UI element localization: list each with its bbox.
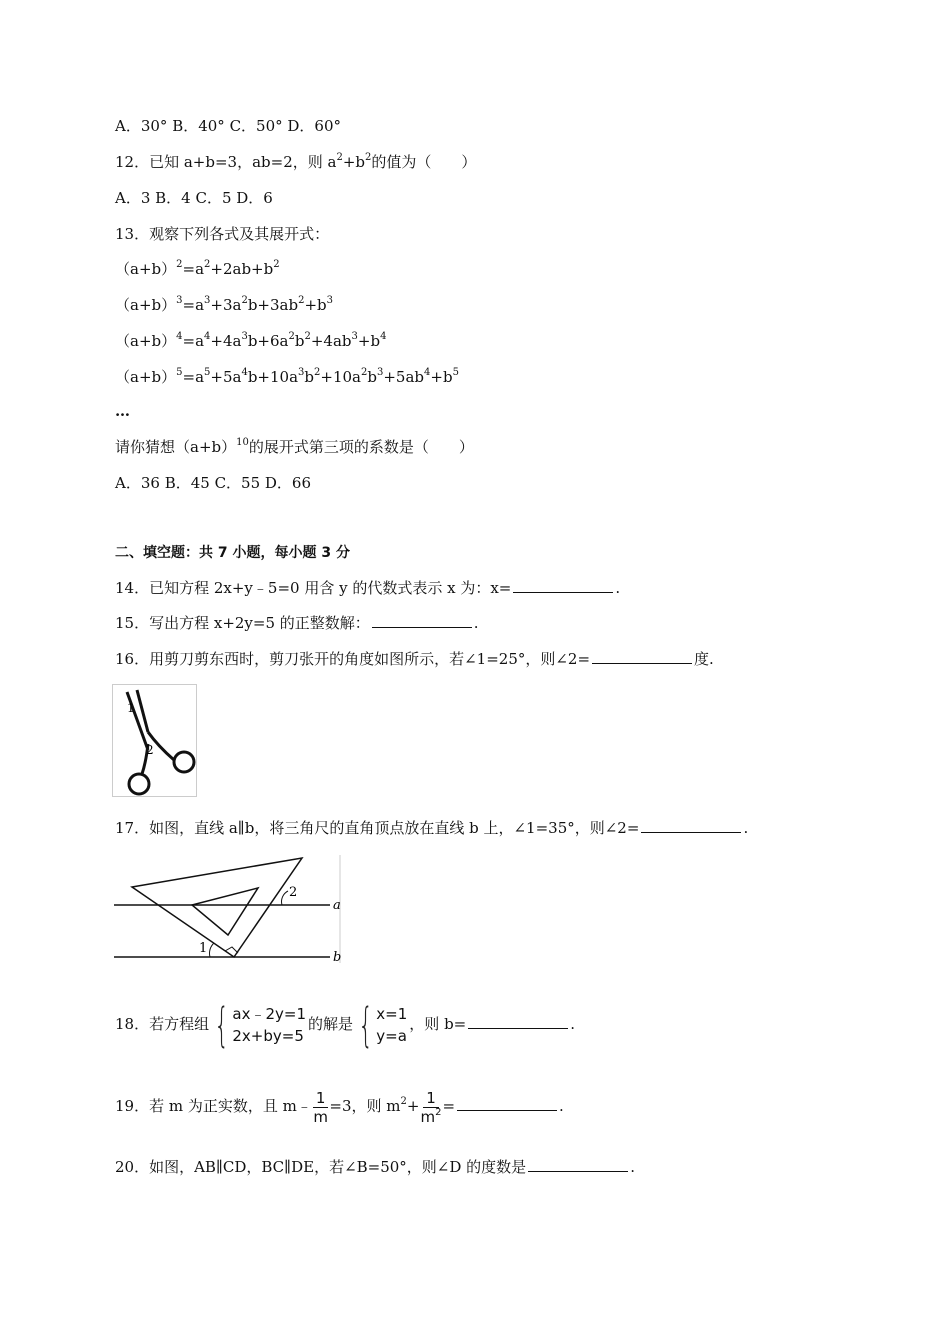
expansion-power: 5 <box>176 367 183 378</box>
q12-text: +b <box>342 153 366 171</box>
equation: ax﹣2y=1 <box>232 1005 306 1023</box>
expansion-term: +3a <box>210 296 242 314</box>
q12-options: A．3 B．4 C．5 D．6 <box>115 189 273 207</box>
expansion-power: 3 <box>176 295 183 306</box>
q19 <box>115 1082 564 1130</box>
equation: 2x+by=5 <box>232 1027 304 1045</box>
q13-question-sup: 10 <box>236 437 249 448</box>
solution-system <box>355 998 408 1052</box>
expansion-term: b <box>294 332 305 350</box>
numerator: 1 <box>313 1089 329 1108</box>
q18-number: 18． <box>115 1015 150 1033</box>
equation-system <box>211 998 306 1052</box>
expansion-exponent: 3 <box>204 295 211 306</box>
expansion-term: +b <box>304 296 327 314</box>
expansion-term: +4a <box>210 332 242 350</box>
expansion-exponent: 4 <box>204 331 211 342</box>
q16-end: 度. <box>694 650 714 668</box>
expansion-term: =a <box>182 332 205 350</box>
expansion-lhs: （a+b） <box>115 368 177 386</box>
angle-label: 2 <box>146 743 154 757</box>
q18-text: 的解是 <box>308 1015 354 1033</box>
expansion-exponent: 2 <box>298 295 305 306</box>
q19-eq: = <box>442 1097 456 1115</box>
q20-end: . <box>630 1158 635 1176</box>
q12-text: 的值为（ ） <box>371 153 477 171</box>
q17-number: 17． <box>115 819 150 837</box>
inner-triangle <box>192 888 258 935</box>
q16-number: 16． <box>115 650 150 668</box>
denominator: m <box>313 1107 328 1126</box>
q12-stem <box>115 152 476 172</box>
expansion-term: +5a <box>210 368 242 386</box>
q20 <box>115 1157 635 1177</box>
answer-blank[interactable] <box>513 578 613 593</box>
expansion-power: 2 <box>176 259 183 270</box>
section-heading: 二、填空题：共 7 小题，每小题 3 分 <box>115 545 350 561</box>
q18-end: . <box>570 1015 576 1033</box>
brace-icon: { <box>214 998 230 1052</box>
expansion-exponent: 3 <box>351 331 358 342</box>
expansion-term: +4ab <box>310 332 352 350</box>
expansion-exponent: 5 <box>204 367 211 378</box>
line-label: b <box>333 950 342 965</box>
denominator <box>420 1108 441 1126</box>
fraction <box>313 1089 329 1126</box>
q13-ellipsis: … <box>115 402 130 420</box>
q17 <box>115 818 748 838</box>
expansion-exponent: 4 <box>380 331 387 342</box>
q13-question-text: 请你猜想（a+b） <box>115 438 237 456</box>
q15-text: 写出方程 x+2y=5 的正整数解： <box>149 614 370 632</box>
q19-text: =3，则 m <box>329 1097 401 1115</box>
q17-end: . <box>743 819 749 837</box>
answer-blank[interactable] <box>468 1014 568 1029</box>
q12-sup: 2 <box>365 152 372 163</box>
denominator-base: m <box>420 1107 436 1126</box>
expansion-term: b <box>304 368 315 386</box>
answer-blank[interactable] <box>592 649 692 664</box>
angle-label: 1 <box>199 941 208 956</box>
expansion-exponent: 3 <box>326 295 334 306</box>
answer-blank[interactable] <box>457 1096 557 1111</box>
q15 <box>115 613 479 633</box>
q20-number: 20． <box>115 1158 150 1176</box>
angle-label: 1 <box>127 701 135 715</box>
q12-number: 12． <box>115 153 150 171</box>
q19-end: . <box>559 1097 564 1115</box>
q14-end: . <box>615 579 621 597</box>
equation: y=a <box>376 1027 407 1045</box>
expansion-term: =a <box>182 296 205 314</box>
q13-expansion <box>115 331 386 351</box>
expansion-exponent: 5 <box>452 367 459 378</box>
scissors-figure <box>112 684 198 798</box>
expansion-exponent: 3 <box>298 367 305 378</box>
q12-text: 已知 a+b=3，ab=2，则 a <box>149 153 337 171</box>
expansion-exponent: 2 <box>273 259 280 270</box>
expansion-exponent: 4 <box>424 367 431 378</box>
q18 <box>115 996 575 1052</box>
expansion-term: b+3ab <box>247 296 299 314</box>
q19-text: 若 m 为正实数，且 m﹣ <box>149 1097 312 1115</box>
q16 <box>115 649 714 669</box>
q13-question <box>115 437 474 457</box>
q13-stem <box>115 224 329 244</box>
q16-text: 用剪刀剪东西时，剪刀张开的角度如图所示，若∠1=25°，则∠2= <box>149 650 591 668</box>
q13-expansion <box>115 259 280 279</box>
fraction <box>420 1089 441 1126</box>
expansion-lhs: （a+b） <box>115 332 177 350</box>
expansion-term: +b <box>357 332 381 350</box>
q15-end: . <box>473 614 479 632</box>
expansion-exponent: 2 <box>288 331 295 342</box>
line-label: a <box>333 898 341 913</box>
expansion-exponent: 2 <box>241 295 248 306</box>
q13-question-text: 的展开式第三项的系数是（ ） <box>248 438 474 456</box>
answer-blank[interactable] <box>641 818 741 833</box>
answer-blank[interactable] <box>372 613 472 628</box>
expansion-term: +b <box>430 368 453 386</box>
q14 <box>115 578 620 598</box>
q13-expansion <box>115 367 459 387</box>
q13-options: A．36 B．45 C．55 D．66 <box>115 474 312 492</box>
q18-text: ，则 b= <box>409 1015 467 1033</box>
q12-sup: 2 <box>336 152 343 163</box>
q13-expansion <box>115 295 333 315</box>
expansion-term: +2ab+b <box>210 260 274 278</box>
equation: x=1 <box>376 1005 408 1023</box>
brace-icon: { <box>358 998 373 1052</box>
angle-label: 2 <box>289 885 298 900</box>
expansion-exponent: 2 <box>304 331 311 342</box>
q19-plus: + <box>406 1097 420 1115</box>
expansion-term: b+6a <box>247 332 289 350</box>
expansion-power: 4 <box>176 331 183 342</box>
expansion-exponent: 2 <box>314 367 321 378</box>
q19-number: 19． <box>115 1097 150 1115</box>
q15-number: 15． <box>115 614 150 632</box>
expansion-term: =a <box>182 368 205 386</box>
expansion-term: +5ab <box>383 368 425 386</box>
q19-sup: 2 <box>400 1096 407 1107</box>
q11-options: A．30° B．40° C．50° D．60° <box>115 117 342 135</box>
triangle-ruler-figure <box>112 855 344 967</box>
numerator: 1 <box>423 1089 439 1108</box>
expansion-term: +10a <box>320 368 361 386</box>
expansion-lhs: （a+b） <box>115 260 177 278</box>
q14-text: 已知方程 2x+y﹣5=0 用含 y 的代数式表示 x 为：x= <box>149 579 512 597</box>
angle-arc <box>209 943 214 957</box>
outer-triangle <box>132 858 302 957</box>
expansion-exponent: 3 <box>376 367 384 378</box>
q13-intro: 观察下列各式及其展开式： <box>149 225 330 243</box>
handle-ring <box>174 752 194 772</box>
expansion-term: b <box>367 368 377 386</box>
denominator-sup: 2 <box>435 1106 442 1118</box>
expansion-exponent: 3 <box>241 331 248 342</box>
answer-blank[interactable] <box>528 1157 628 1172</box>
expansion-exponent: 4 <box>241 367 248 378</box>
expansion-lhs: （a+b） <box>115 296 177 314</box>
q18-text: 若方程组 <box>149 1015 210 1033</box>
handle-ring <box>129 774 149 794</box>
expansion-exponent: 2 <box>204 259 211 270</box>
q20-text: 如图，AB∥CD，BC∥DE，若∠B=50°，则∠D 的度数是 <box>149 1158 527 1176</box>
q14-number: 14． <box>115 579 150 597</box>
q17-text: 如图，直线 a∥b，将三角尺的直角顶点放在直线 b 上，∠1=35°，则∠2= <box>149 819 640 837</box>
angle-arc <box>282 891 288 905</box>
expansion-exponent: 2 <box>361 367 368 378</box>
expansion-term: b+10a <box>247 368 299 386</box>
q13-number: 13． <box>115 225 150 243</box>
expansion-term: =a <box>182 260 205 278</box>
